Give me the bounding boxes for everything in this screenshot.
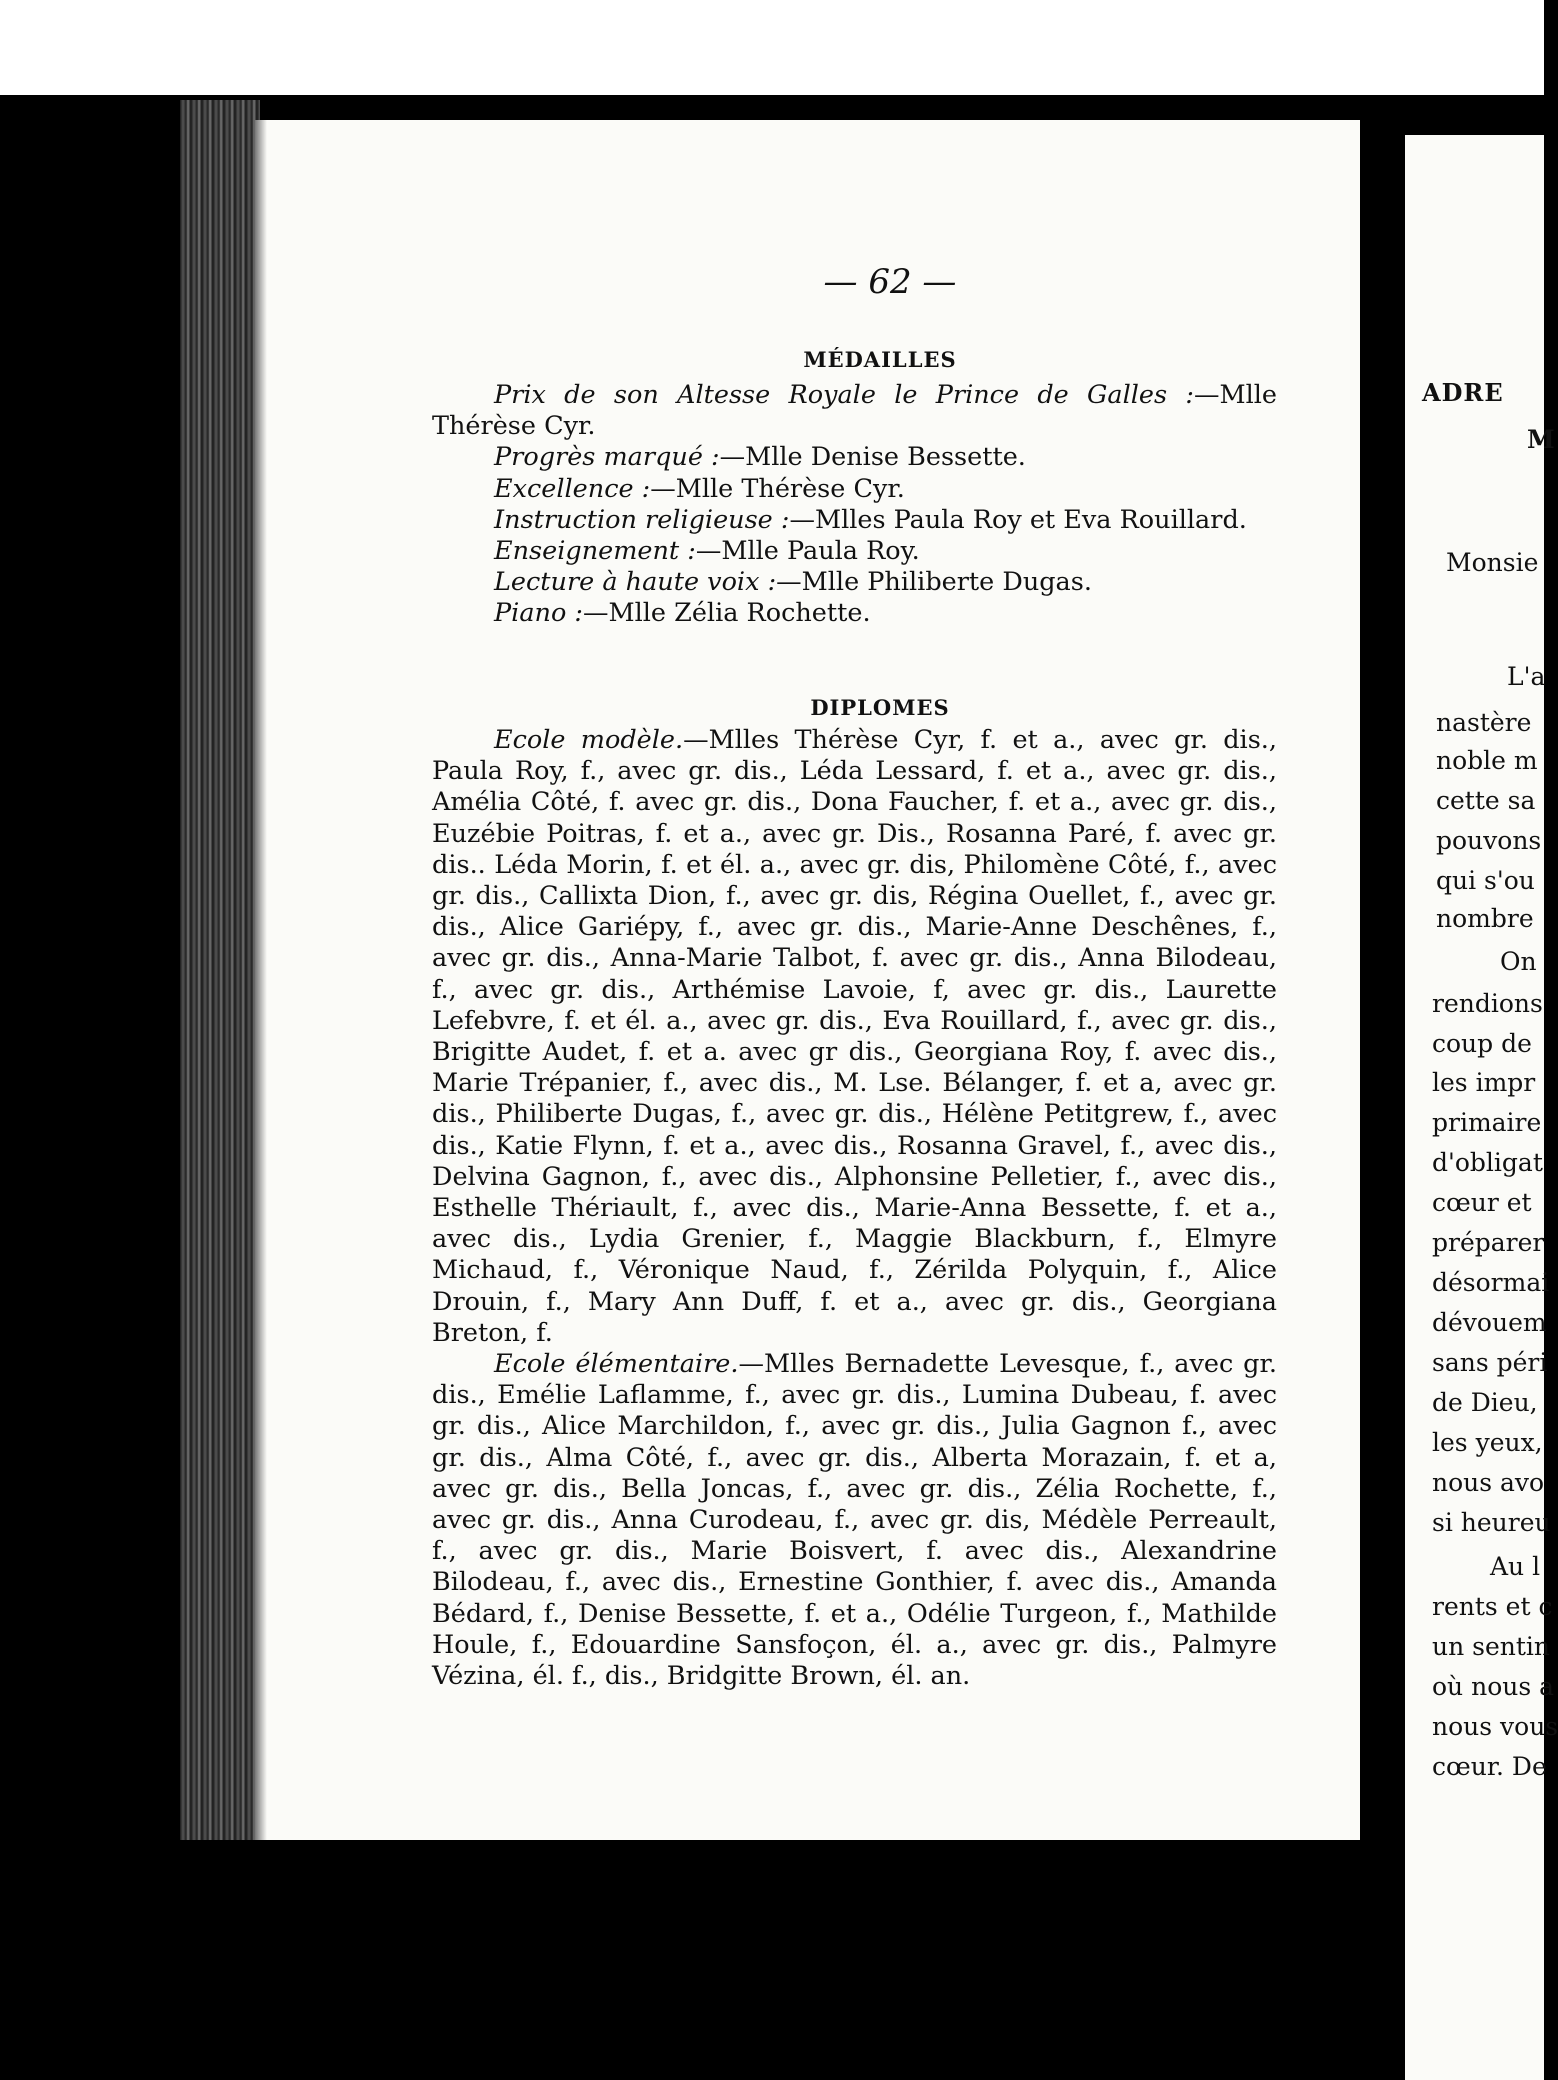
facing-page-line: désormai xyxy=(1432,1268,1550,1297)
facing-page-line: les yeux, xyxy=(1432,1428,1543,1457)
medal-winner: —Mlle Zélia Rochette. xyxy=(583,598,871,629)
facing-page-line: les impr xyxy=(1432,1068,1536,1097)
facing-page-line: si heureu xyxy=(1432,1508,1551,1537)
medal-prize: Lecture à haute voix : xyxy=(494,567,777,598)
medals-heading: MÉDAILLES xyxy=(803,347,957,372)
medal-entry xyxy=(432,598,1277,629)
facing-page-line: nombre xyxy=(1436,904,1534,933)
facing-page-line: préparer xyxy=(1432,1228,1545,1257)
medal-winner: —Mlle Thérèse Cyr. xyxy=(650,473,905,504)
gutter-shadow xyxy=(255,120,267,1840)
page-number: — 62 — xyxy=(823,262,957,302)
medal-entry xyxy=(432,505,1277,536)
facing-page-line: sans péri xyxy=(1432,1348,1548,1377)
facing-page-line: pouvons xyxy=(1436,826,1542,855)
facing-page-line: coup de xyxy=(1432,1029,1532,1058)
facing-page-line: cœur et xyxy=(1432,1188,1532,1217)
facing-page-line: rendions xyxy=(1432,989,1543,1018)
medal-entry xyxy=(432,442,1277,473)
medal-prize: Piano : xyxy=(494,598,583,629)
medal-winner: —Mlle Denise Bessette. xyxy=(719,442,1026,473)
medal-winner: —Mlle Philiberte Dugas. xyxy=(776,567,1092,598)
facing-page-line: d'obligat xyxy=(1432,1148,1543,1177)
facing-page-line: cœur. De xyxy=(1432,1752,1547,1781)
medal-prize: Instruction religieuse : xyxy=(494,504,790,535)
diploma-school: Ecole modèle. xyxy=(494,725,684,755)
medals-list xyxy=(432,380,1277,630)
diplomas-heading: DIPLOMES xyxy=(810,695,950,720)
facing-page-line: M xyxy=(1527,425,1555,454)
facing-page-line: rents et c xyxy=(1432,1592,1553,1621)
facing-page-line: où nous a xyxy=(1432,1672,1555,1701)
scan-border xyxy=(0,0,1544,95)
facing-page-line: qui s'ou xyxy=(1436,866,1535,895)
facing-page-line: Au l xyxy=(1490,1552,1541,1581)
facing-page-line: cette sa xyxy=(1436,786,1536,815)
diploma-entry xyxy=(432,1349,1277,1692)
medal-entry xyxy=(432,474,1277,505)
facing-page-line: L'a xyxy=(1507,662,1546,691)
facing-page-line: ADRE xyxy=(1422,378,1504,407)
diploma-recipients: —Mlles Bernadette Levesque, f., avec gr. dis., Emélie Laflamme, f., avec gr. dis., Lumina Dubeau, f. avec gr. dis., Alice Marchildon, f., avec gr. dis., Julia Gagnon f., avec gr. dis., Alma Côté, f., avec gr. dis., Alberta Morazain, f. et a, avec gr. dis., Bella Joncas, f., avec gr. dis., Zélia Rochette, f., avec gr. dis., Anna Curodeau, f., avec gr. dis, Médèle Perreault, f., avec gr. dis., Marie Boisvert, f. avec dis., Alexandrine Bilodeau, f., avec dis., Ernestine Gonthier, f. avec dis., Amanda Bédard, f., Denise Bessette, f. et a., Odélie Turgeon, f., Mathilde Houle, f., Edouardine Sansfoçon, él. a., avec gr. dis., Palmyre Vézina, él. f., dis., Bridgitte Brown, él. an. xyxy=(432,1349,1277,1692)
book-page-edges xyxy=(180,100,260,1840)
facing-page-line: primaire xyxy=(1432,1108,1542,1137)
medal-winner: —Mlles Paula Roy et Eva Rouillard. xyxy=(789,504,1247,535)
medal-entry xyxy=(432,536,1277,567)
facing-page-line: nous vous xyxy=(1432,1712,1558,1741)
facing-page-line: dévouem xyxy=(1432,1308,1547,1337)
medal-prize: Excellence : xyxy=(494,473,651,504)
medal-winner: —Mlle Thérèse Cyr. xyxy=(432,380,1277,442)
medal-prize: Enseignement : xyxy=(494,536,696,567)
medal-prize: Prix de son Altesse Royale le Prince de Galles : xyxy=(494,380,1194,410)
facing-page-line: un sentin xyxy=(1432,1632,1551,1661)
medal-prize: Progrès marqué : xyxy=(494,442,720,473)
diploma-school: Ecole élémentaire. xyxy=(494,1349,739,1380)
diploma-entry xyxy=(432,725,1277,1349)
facing-page-line: On xyxy=(1500,947,1537,976)
facing-page-line: nastère xyxy=(1436,708,1532,737)
medal-entry xyxy=(432,567,1277,598)
facing-page-line: noble m xyxy=(1436,746,1538,775)
facing-page-line: Monsie xyxy=(1446,548,1539,577)
facing-page-line: nous avo xyxy=(1432,1468,1545,1497)
diplomas-list xyxy=(432,725,1277,1692)
diploma-recipients: —Mlles Thérèse Cyr, f. et a., avec gr. dis., Paula Roy, f., avec gr. dis., Léda Lessard, f. et a., avec gr. dis., Amélia Côté, f. avec gr. dis., Dona Faucher, f. et a., avec gr. dis., Euzébie Poitras, f. et a., avec gr. Dis., Rosanna Paré, f. avec gr. dis.. Léda Morin, f. et él. a., avec gr. dis, Philomène Côté, f., avec gr. dis., Callixta Dion, f., avec gr. dis, Régina Ouellet, f., avec gr. dis., Alice Gariépy, f., avec gr. dis., Marie-Anne Deschênes, f., avec gr. dis., Anna-Marie Talbot, f. avec gr. dis., Anna Bilodeau, f., avec gr. dis., Arthémise Lavoie, f, avec gr. dis., Laurette Lefebvre, f. et él. a., avec gr. dis., Eva Rouillard, f., avec gr. dis., Brigitte Audet, f. et a. avec gr dis., Georgiana Roy, f. avec dis., Marie Trépanier, f., avec dis., M. Lse. Bélanger, f. et a, avec gr. dis., Philiberte Dugas, f., avec gr. dis., Hélène Petitgrew, f., avec dis., Katie Flynn, f. et a., avec dis., Rosanna Gravel, f., avec dis., Delvina Gagnon, f., avec dis., Alphonsine Pelletier, f., avec dis., Esthelle Thériault, f., avec dis., Marie-Anna Bessette, f. et a., avec dis., Lydia Grenier, f., Maggie Blackburn, f., Elmyre Michaud, f., Véronique Naud, f., Zérilda Polyquin, f., Alice Drouin, f., Mary Ann Duff, f. et a., avec gr. dis., Georgiana Breton, f. xyxy=(432,725,1278,1348)
facing-page-line: de Dieu, xyxy=(1432,1388,1538,1417)
medal-winner: —Mlle Paula Roy. xyxy=(695,536,920,567)
medal-entry xyxy=(432,380,1277,442)
